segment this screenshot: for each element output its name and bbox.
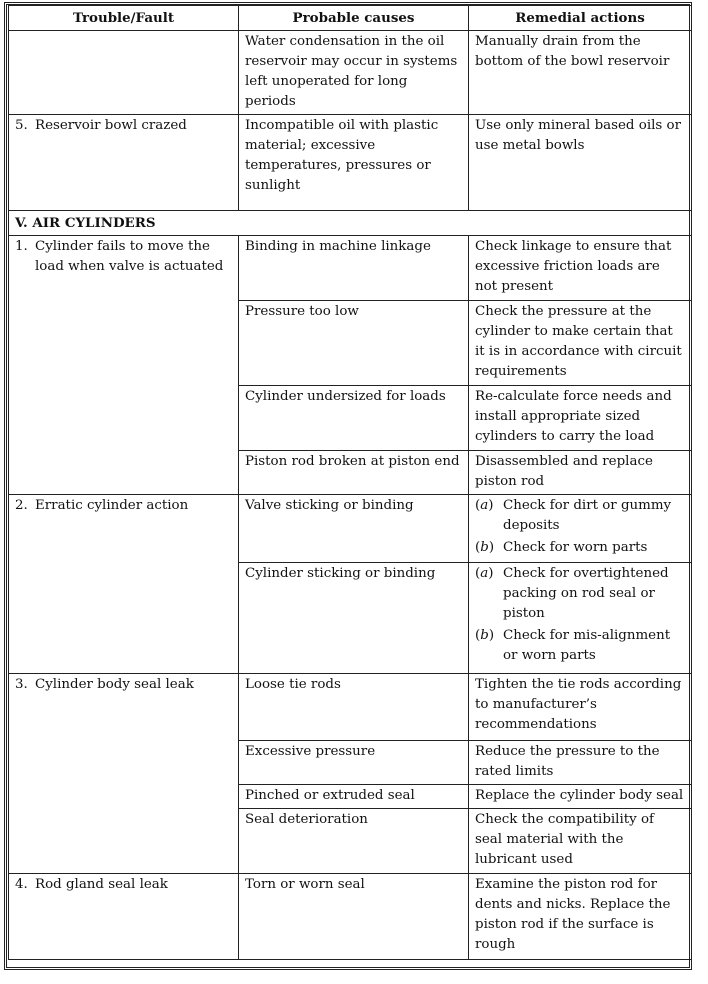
section-rows — [9, 236, 692, 960]
fault-cell — [9, 115, 239, 211]
action-cell: Replace the cylinder body seal — [469, 785, 692, 809]
action-item — [475, 626, 685, 666]
action-cell: Reduce the pressure to the rated limits — [469, 741, 692, 785]
header-row — [9, 6, 692, 31]
fault-text — [15, 675, 232, 695]
action-cell: Re-calculate force needs and install appropriate sized cylinders to carry the load — [469, 386, 692, 451]
fault-number: 1. — [15, 239, 28, 254]
fault-number: 2. — [15, 498, 28, 513]
action-item — [475, 564, 685, 624]
fault-label: Rod gland seal leak — [35, 877, 168, 892]
action-cell: Check linkage to ensure that excessive friction loads are not present — [469, 236, 692, 301]
fault-cell — [9, 236, 239, 495]
fault-number: 4. — [15, 877, 28, 892]
section-title: V. AIR CYLINDERS — [9, 211, 692, 236]
action-cell: Disassembled and replace piston rod — [469, 451, 692, 495]
fault-label: Cylinder fails to move the load when valve is actuated — [35, 239, 224, 274]
action-text: Check for mis-alignment or worn parts — [503, 628, 671, 663]
header-action: Remedial actions — [469, 6, 692, 31]
cause-cell: Water condensation in the oil reservoir may occur in systems left unoperated for long periods — [239, 31, 469, 115]
fault-cell — [9, 874, 239, 960]
fault-label: Erratic cylinder action — [35, 498, 189, 513]
fault-text — [15, 237, 232, 277]
action-label: (b) — [475, 540, 495, 555]
fault-cell — [9, 31, 239, 115]
fault-label: Cylinder body seal leak — [35, 677, 194, 692]
cause-cell: Valve sticking or binding — [239, 495, 469, 563]
section-row — [9, 211, 692, 236]
action-item — [475, 538, 685, 558]
action-cell — [469, 495, 692, 563]
table-row — [9, 31, 692, 115]
action-label: (b) — [475, 628, 495, 643]
action-cell — [469, 563, 692, 674]
cause-cell: Incompatible oil with plastic material; excessive temperatures, pressures or sunlight — [239, 115, 469, 211]
cause-cell: Torn or worn seal — [239, 874, 469, 960]
table-row — [9, 115, 692, 211]
action-label: (a) — [475, 566, 494, 581]
cause-cell: Binding in machine linkage — [239, 236, 469, 301]
fault-text — [15, 116, 232, 136]
action-text: Check for overtightened packing on rod seal or piston — [503, 566, 669, 621]
action-label: (a) — [475, 498, 494, 513]
cause-cell: Piston rod broken at piston end — [239, 451, 469, 495]
cause-cell: Pressure too low — [239, 301, 469, 386]
header-fault: Trouble/Fault — [9, 6, 239, 31]
cause-cell: Excessive pressure — [239, 741, 469, 785]
action-text: Check for worn parts — [503, 540, 648, 555]
troubleshooting-table — [8, 5, 692, 960]
table-row — [9, 874, 692, 960]
fault-text — [15, 496, 232, 516]
cause-cell: Loose tie rods — [239, 674, 469, 741]
table-row — [9, 674, 692, 741]
fault-number: 3. — [15, 677, 28, 692]
fault-cell — [9, 674, 239, 874]
fault-number: 5. — [15, 118, 28, 133]
action-cell: Use only mineral based oils or use metal bowls — [469, 115, 692, 211]
action-cell: Tighten the tie rods according to manufacturer’s recommendations — [469, 674, 692, 741]
action-cell: Manually drain from the bottom of the bowl reservoir — [469, 31, 692, 115]
table-row — [9, 495, 692, 563]
action-cell: Check the pressure at the cylinder to make certain that it is in accordance with circuit requirements — [469, 301, 692, 386]
action-item — [475, 496, 685, 536]
action-text: Check for dirt or gummy deposits — [503, 498, 672, 533]
cause-cell: Seal deterioration — [239, 809, 469, 874]
fault-text — [15, 875, 232, 895]
cause-cell: Pinched or extruded seal — [239, 785, 469, 809]
action-cell: Check the compatibility of seal material with the lubricant used — [469, 809, 692, 874]
action-cell: Examine the piston rod for dents and nicks. Replace the piston rod if the surface is rough — [469, 874, 692, 960]
cause-cell: Cylinder undersized for loads — [239, 386, 469, 451]
top-rows — [9, 31, 692, 211]
table-row — [9, 236, 692, 301]
cause-cell: Cylinder sticking or binding — [239, 563, 469, 674]
fault-label: Reservoir bowl crazed — [35, 118, 187, 133]
header-cause: Probable causes — [239, 6, 469, 31]
fault-cell — [9, 495, 239, 674]
